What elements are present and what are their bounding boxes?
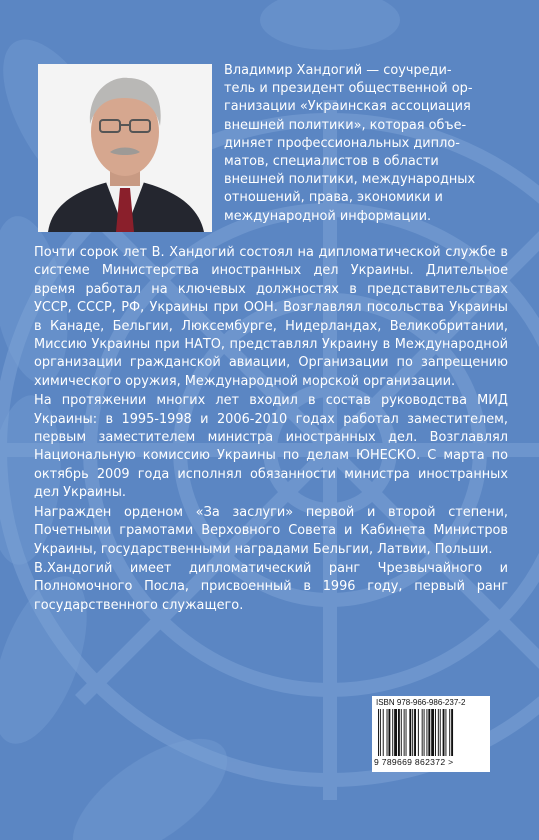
intro-line: диняет профессиональных дипло- bbox=[224, 135, 460, 151]
intro-line: тель и президент общественной ор- bbox=[224, 81, 473, 97]
bio-intro bbox=[224, 62, 502, 226]
isbn-number: ISBN 978-966-986-237-2 bbox=[376, 698, 466, 707]
biography-text bbox=[34, 244, 508, 615]
bio-paragraph-ministry: На протяжении многих лет входил в состав руководства МИД Украины: в 1995-1998 и 2006-2010 годах работал заместителем, первым заместителем министра иностранных дел. Возглавлял Национальную комиссию Украины по делам ЮНЕСКО. С марта по октябрь 2009 года исполнял обязанности министра иностранных дел Украины. bbox=[34, 393, 508, 501]
bio-paragraph-career: Почти сорок лет В. Хандогий состоял на дипломатической службе в системе Министерства иностранных дел Украины. Длительное время работал на ключевых должностях в представительствах УССР, СССР, РФ, Украины при ООН. Возглавлял посольства Украины в Канаде, Бельгии, Люксембурге, Нидерландах, Великобритании, Миссию Украины при НАТО, представлял Украину в Международной организации гражданской авиации, Организации по запрещению химического оружия, Международной морской организации. bbox=[34, 245, 508, 389]
bio-paragraph-rank: В.Хандогий имеет дипломатический ранг Чрезвычайного и Полномочного Посла, присвоенный в 1996 году, первый ранг государственного служащего. bbox=[34, 560, 508, 613]
intro-line: Владимир Хандогий — соучреди- bbox=[224, 63, 452, 78]
bio-paragraph-awards: Награжден орденом «За заслуги» первой и второй степени, Почетными грамотами Верховного Совета и Кабинета Министров Украины, государственными наградами Бельгии, Латвии, Польши. bbox=[34, 504, 508, 557]
author-photo bbox=[38, 64, 212, 232]
barcode-bars bbox=[378, 709, 484, 756]
intro-line: матов, специалистов в области bbox=[224, 154, 439, 170]
barcode-digits: 9 789669 862372 > bbox=[374, 757, 454, 767]
intro-line: международной информации. bbox=[224, 208, 432, 224]
intro-line: внешней политики», которая объе- bbox=[224, 117, 467, 133]
intro-line: ганизации «Украинская ассоциация bbox=[224, 99, 471, 115]
isbn-barcode bbox=[372, 696, 490, 772]
intro-line: отношений, права, экономики и bbox=[224, 190, 443, 206]
intro-line: внешней политики, международных bbox=[224, 172, 476, 188]
